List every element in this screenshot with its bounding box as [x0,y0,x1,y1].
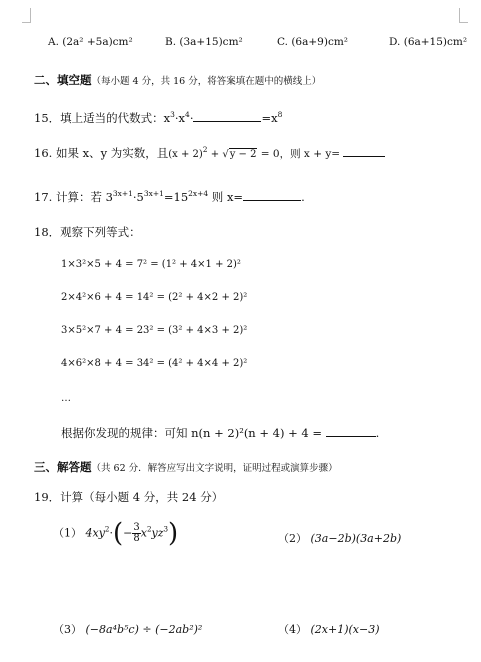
q18-rule-end: . [375,426,380,440]
q19-sub-4 [278,621,380,637]
q17-mid1: ·5 [132,190,144,204]
section-3-heading: 三、解答题 [34,460,92,474]
q18-ellipsis: … [61,393,71,404]
q17-answer-blank[interactable] [243,189,301,201]
q15-dot: · [189,111,194,125]
q19-sub-3 [53,621,202,637]
q15-prefix: 15．填上适当的代数式：x [34,111,171,125]
margin-corner-top-right [459,8,468,23]
question-19-title: 19．计算（每小题 4 分，共 24 分） [34,490,224,504]
section-3-heading-line [34,456,338,475]
q19-sub-1-minus: − [123,526,133,540]
option-b: B. (3a+15)cm² [165,36,243,48]
q19-sub-1-term-c: yz [151,526,164,540]
section-2-note: （每小题 4 分，共 16 分，将答案填在题中的横线上） [91,76,322,87]
q18-answer-blank[interactable] [326,425,376,437]
q19-sub-1-label: （1） [53,526,82,540]
q15-exp3: 8 [277,110,283,119]
q17-exp3: 2x+4 [188,189,209,198]
q15-answer-blank[interactable] [193,110,261,122]
q17-exp1: 3x+1 [112,189,133,198]
q17-prefix: 17. 计算：若 3 [34,190,113,204]
option-c: C. (6a+9)cm² [277,36,348,48]
q17-exp2: 3x+1 [143,189,164,198]
q17-end: . [301,190,305,204]
margin-corner-top-left [22,8,31,23]
q19-sub-1: （1） $4xy^2\cdot(-$ $\frac{3}{8}$ $x^2yz^3$) [53,518,179,549]
q19-sub-1-exp-a: 2 [104,524,110,534]
q16-answer-blank[interactable] [343,145,385,157]
q18-rule [61,425,379,441]
q19-sub-1-fraction [132,523,140,544]
q18-line-3: 3×5²×7 + 4 = 23² = (3² + 4×3 + 2)² [61,325,248,336]
q16-term1: (x + 2) [168,149,203,160]
q19-sub-4-label: （4） [278,623,307,636]
option-a: A. (2a² +5a)cm² [48,36,133,48]
question-18-title: 18．观察下列等式： [34,225,141,239]
q15-exp1: 3 [170,110,175,119]
question-16: 16. 如果 x、y 为实数，且$(x + 2)^2 + √y - 2 = 0$，则 x + y= [34,145,385,161]
q16-plus: + [207,149,223,160]
q17-tail: 则 x= [208,190,244,204]
section-3-note: （共 62 分．解答应写出文字说明，证明过程或演算步骤） [91,463,338,474]
q18-line-1: 1×3²×5 + 4 = 7² = (1² + 4×1 + 2)² [61,259,241,270]
question-15 [34,110,282,126]
q19-sub-1-dot: · [109,526,113,540]
q19-sub-1-numerator: 3 [133,522,140,533]
q19-sub-2-label: （2） [278,532,307,545]
q17-mid2: =15 [163,190,189,204]
q18-line-2: 2×4²×6 + 4 = 14² = (2² + 4×2 + 2)² [61,292,248,303]
q19-sub-1-term-a: 4xy [85,526,105,540]
q19-sub-2 [278,530,401,546]
q19-sub-2-expr: (3a−2b)(3a+2b) [310,532,402,545]
q19-sub-3-label: （3） [53,623,82,636]
option-d: D. (6a+15)cm² [389,36,468,48]
section-2-heading: 二、填空题 [34,73,92,87]
q19-sub-1-term-b: x [140,526,147,540]
q19-sub-1-exp-b: 2 [146,524,152,534]
q15-eq: =x [261,111,278,125]
q18-rule-text: 根据你发现的规律：可知 n(n + 2)²(n + 4) + 4 = [61,426,326,440]
q19-sub-1-exp-c: 3 [163,524,169,534]
q16-radical: y − 2 [229,149,257,160]
q15-exp2: 4 [185,110,190,119]
q19-sub-1-denominator: 8 [133,533,140,544]
q19-sub-3-expr: (−8a⁴b⁵c) ÷ (−2ab²)² [85,623,203,636]
q16-term1-exp: 2 [202,145,208,154]
q15-mid: ·x [174,111,186,125]
q16-prefix: 16. 如果 x、y 为实数，且 [34,146,169,160]
section-2-heading-line [34,69,321,88]
question-17 [34,189,305,205]
q16-eq: = 0，则 x + y= [257,148,344,160]
q18-line-4: 4×6²×8 + 4 = 34² = (4² + 4×4 + 2)² [61,358,248,369]
q19-sub-4-expr: (2x+1)(x−3) [310,623,380,636]
